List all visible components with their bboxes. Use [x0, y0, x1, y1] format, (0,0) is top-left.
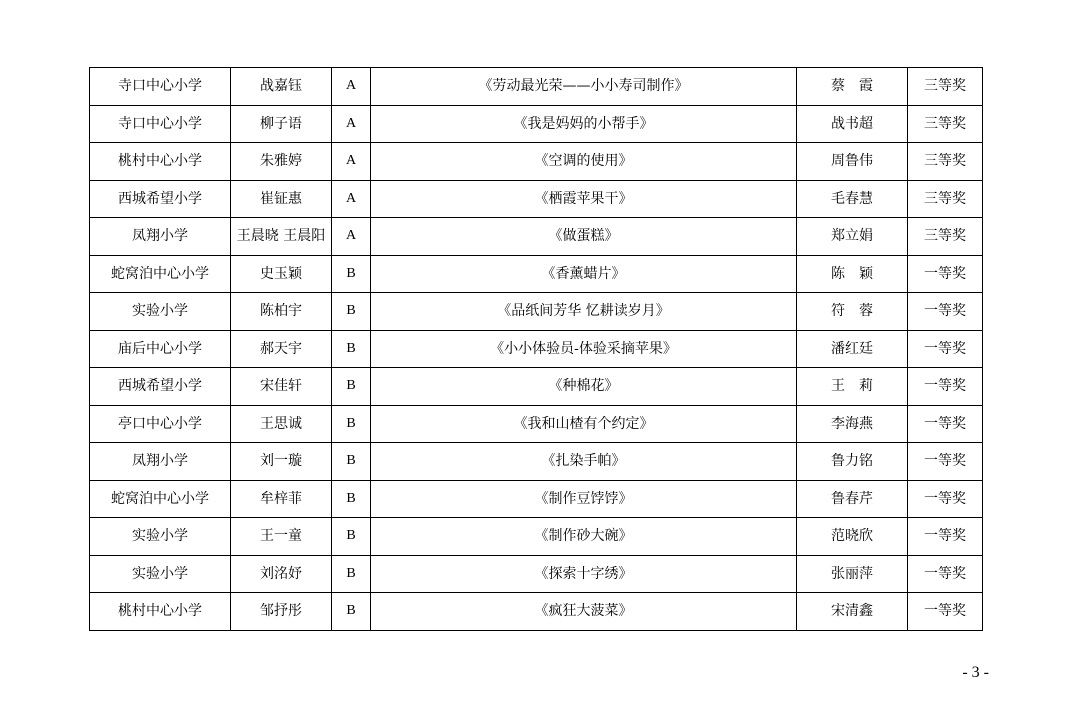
work-title-cell: 《品纸间芳华 忆耕读岁月》	[371, 293, 797, 331]
teacher-cell: 宋清鑫	[797, 593, 908, 631]
award-cell: 三等奖	[908, 143, 983, 181]
school-cell: 蛇窝泊中心小学	[90, 480, 231, 518]
table-row	[90, 555, 983, 593]
award-cell: 一等奖	[908, 293, 983, 331]
group-cell: B	[332, 443, 371, 481]
school-cell: 实验小学	[90, 518, 231, 556]
student-cell: 战嘉钰	[231, 68, 332, 106]
school-cell: 实验小学	[90, 293, 231, 331]
teacher-cell: 张丽萍	[797, 555, 908, 593]
teacher-cell: 鲁力铭	[797, 443, 908, 481]
work-title-cell: 《空调的使用》	[371, 143, 797, 181]
work-title-cell: 《疯狂大菠菜》	[371, 593, 797, 631]
work-title-cell: 《探索十字绣》	[371, 555, 797, 593]
table-row	[90, 593, 983, 631]
work-title-cell: 《小小体验员-体验采摘苹果》	[371, 330, 797, 368]
teacher-cell: 潘红廷	[797, 330, 908, 368]
group-cell: A	[332, 68, 371, 106]
table-row	[90, 68, 983, 106]
award-cell: 一等奖	[908, 368, 983, 406]
teacher-cell: 蔡 霞	[797, 68, 908, 106]
student-cell: 宋佳轩	[231, 368, 332, 406]
teacher-cell: 郑立娟	[797, 218, 908, 256]
work-title-cell: 《种棉花》	[371, 368, 797, 406]
school-cell: 实验小学	[90, 555, 231, 593]
awards-table-body	[90, 68, 983, 631]
work-title-cell: 《制作豆饽饽》	[371, 480, 797, 518]
school-cell: 桃村中心小学	[90, 593, 231, 631]
student-cell: 朱雅婷	[231, 143, 332, 181]
school-cell: 寺口中心小学	[90, 68, 231, 106]
group-cell: B	[332, 330, 371, 368]
student-cell: 王思诚	[231, 405, 332, 443]
teacher-cell: 陈 颖	[797, 255, 908, 293]
teacher-cell: 王 莉	[797, 368, 908, 406]
teacher-cell: 范晓欣	[797, 518, 908, 556]
award-cell: 一等奖	[908, 255, 983, 293]
award-cell: 一等奖	[908, 555, 983, 593]
awards-table	[89, 67, 983, 631]
school-cell: 庙后中心小学	[90, 330, 231, 368]
group-cell: B	[332, 293, 371, 331]
award-cell: 三等奖	[908, 105, 983, 143]
group-cell: B	[332, 368, 371, 406]
work-title-cell: 《扎染手帕》	[371, 443, 797, 481]
award-cell: 三等奖	[908, 218, 983, 256]
student-cell: 刘洺妤	[231, 555, 332, 593]
teacher-cell: 战书超	[797, 105, 908, 143]
work-title-cell: 《我是妈妈的小帮手》	[371, 105, 797, 143]
table-row	[90, 255, 983, 293]
student-cell: 陈柏宇	[231, 293, 332, 331]
school-cell: 西城希望小学	[90, 180, 231, 218]
table-row	[90, 105, 983, 143]
award-cell: 一等奖	[908, 518, 983, 556]
table-row	[90, 443, 983, 481]
student-cell: 邹抒彤	[231, 593, 332, 631]
award-cell: 一等奖	[908, 443, 983, 481]
work-title-cell: 《劳动最光荣——小小寿司制作》	[371, 68, 797, 106]
table-row	[90, 218, 983, 256]
student-cell: 郝天宇	[231, 330, 332, 368]
group-cell: B	[332, 518, 371, 556]
group-cell: B	[332, 480, 371, 518]
teacher-cell: 鲁春芹	[797, 480, 908, 518]
student-cell: 史玉颖	[231, 255, 332, 293]
work-title-cell: 《栖霞苹果干》	[371, 180, 797, 218]
work-title-cell: 《做蛋糕》	[371, 218, 797, 256]
student-cell: 王一童	[231, 518, 332, 556]
group-cell: A	[332, 143, 371, 181]
group-cell: B	[332, 555, 371, 593]
student-cell: 牟梓菲	[231, 480, 332, 518]
table-row	[90, 143, 983, 181]
teacher-cell: 符 蓉	[797, 293, 908, 331]
student-cell: 柳子语	[231, 105, 332, 143]
student-cell: 崔钲惠	[231, 180, 332, 218]
group-cell: B	[332, 255, 371, 293]
award-cell: 一等奖	[908, 405, 983, 443]
teacher-cell: 周鲁伟	[797, 143, 908, 181]
group-cell: B	[332, 405, 371, 443]
work-title-cell: 《我和山楂有个约定》	[371, 405, 797, 443]
teacher-cell: 李海燕	[797, 405, 908, 443]
school-cell: 西城希望小学	[90, 368, 231, 406]
table-row	[90, 405, 983, 443]
school-cell: 凤翔小学	[90, 218, 231, 256]
school-cell: 亭口中心小学	[90, 405, 231, 443]
table-row	[90, 293, 983, 331]
group-cell: B	[332, 593, 371, 631]
work-title-cell: 《制作砂大碗》	[371, 518, 797, 556]
table-row	[90, 368, 983, 406]
award-cell: 一等奖	[908, 480, 983, 518]
student-cell: 王晨晓 王晨阳	[231, 218, 332, 256]
award-cell: 三等奖	[908, 68, 983, 106]
group-cell: A	[332, 218, 371, 256]
award-cell: 一等奖	[908, 330, 983, 368]
group-cell: A	[332, 180, 371, 218]
page-number: - 3 -	[962, 664, 989, 681]
school-cell: 凤翔小学	[90, 443, 231, 481]
school-cell: 寺口中心小学	[90, 105, 231, 143]
teacher-cell: 毛春慧	[797, 180, 908, 218]
table-row	[90, 330, 983, 368]
award-cell: 三等奖	[908, 180, 983, 218]
table-row	[90, 180, 983, 218]
school-cell: 桃村中心小学	[90, 143, 231, 181]
work-title-cell: 《香薰蜡片》	[371, 255, 797, 293]
table-row	[90, 518, 983, 556]
group-cell: A	[332, 105, 371, 143]
student-cell: 刘一璇	[231, 443, 332, 481]
table-row	[90, 480, 983, 518]
school-cell: 蛇窝泊中心小学	[90, 255, 231, 293]
award-cell: 一等奖	[908, 593, 983, 631]
